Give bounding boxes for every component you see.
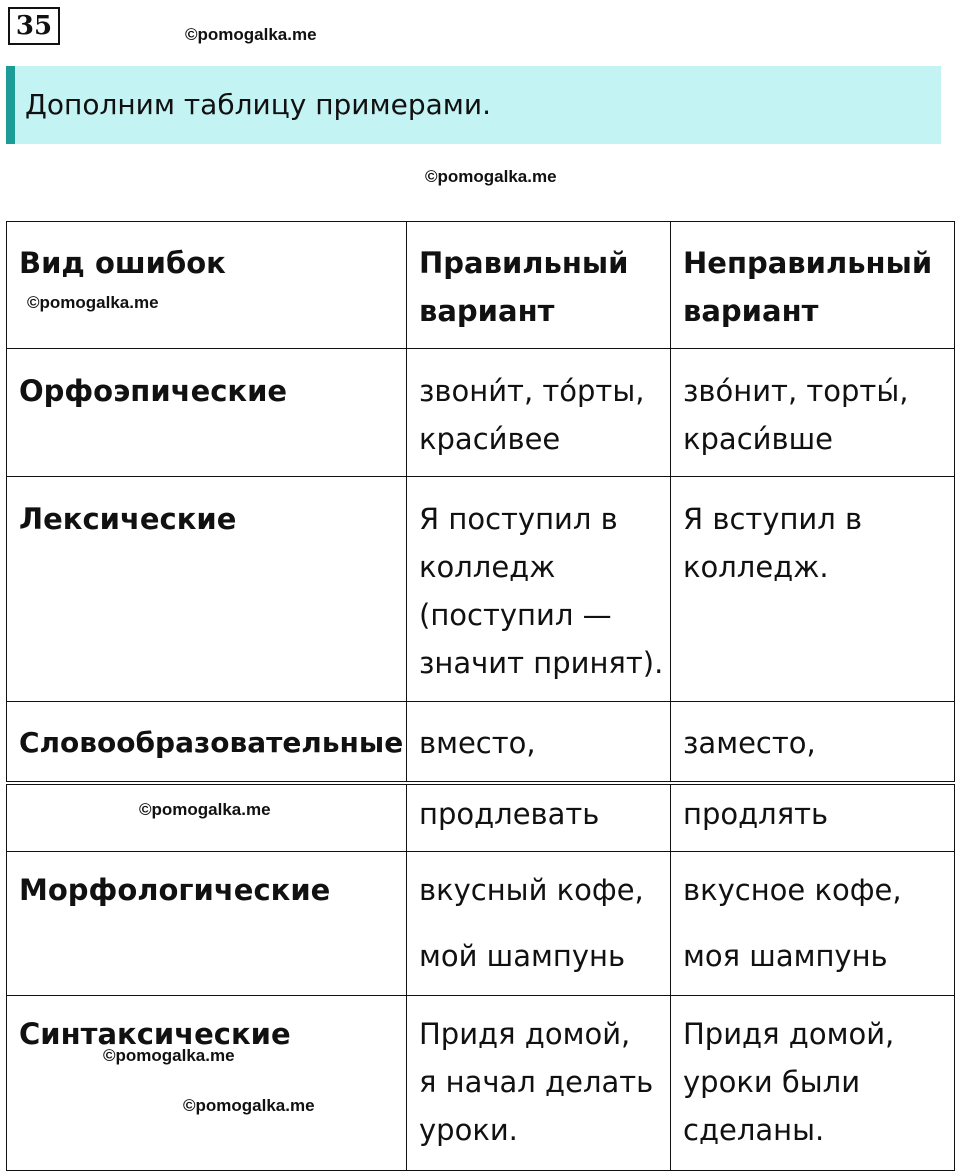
- type-cell: [7, 349, 407, 477]
- incorrect-cell: [671, 477, 955, 702]
- table-header-row: [7, 222, 955, 349]
- table-row: [7, 349, 955, 477]
- type-cell: [7, 785, 407, 852]
- error-type: Орфоэпические: [19, 374, 288, 408]
- table-row: [7, 852, 955, 996]
- watermark: ©pomogalka.me: [27, 293, 159, 312]
- correct-cell: [407, 852, 671, 996]
- incorrect-line: продлять: [683, 797, 829, 831]
- type-cell: [7, 702, 407, 782]
- header-correct-line1: Правильный: [419, 246, 629, 280]
- type-cell: [7, 477, 407, 702]
- incorrect-line: Я вступил в: [683, 502, 863, 536]
- table-row: [7, 785, 955, 852]
- correct-line: Я поступил в: [419, 502, 618, 536]
- correct-cell: [407, 477, 671, 702]
- watermark: ©pomogalka.me: [185, 25, 317, 44]
- correct-line: Придя домой,: [419, 1017, 631, 1051]
- type-cell: [7, 996, 407, 1171]
- header-type-cell: [7, 222, 407, 349]
- incorrect-line: уроки были: [683, 1065, 861, 1099]
- header-correct-cell: [407, 222, 671, 349]
- incorrect-line: вкусное кофе,: [683, 873, 902, 907]
- correct-cell: [407, 785, 671, 852]
- correct-line: звони́т, то́рты,: [419, 374, 645, 408]
- correct-line: вкусный кофе,: [419, 873, 644, 907]
- incorrect-line: моя шампунь: [683, 939, 888, 973]
- correct-line: значит принят).: [419, 646, 664, 680]
- correct-cell: [407, 996, 671, 1171]
- correct-line: краси́вее: [419, 422, 561, 456]
- error-types-table-bottom: [6, 784, 955, 1171]
- incorrect-line: Придя домой,: [683, 1017, 895, 1051]
- incorrect-cell: [671, 852, 955, 996]
- header-incorrect-line2: вариант: [683, 294, 819, 328]
- correct-line: уроки.: [419, 1113, 518, 1147]
- watermark: ©pomogalka.me: [139, 800, 271, 819]
- incorrect-line: краси́вше: [683, 422, 833, 456]
- correct-line: вместо,: [419, 726, 536, 760]
- correct-cell: [407, 702, 671, 782]
- incorrect-cell: [671, 996, 955, 1171]
- error-type: Морфологические: [19, 873, 331, 907]
- table-row: [7, 996, 955, 1171]
- table-row: [7, 702, 955, 782]
- incorrect-line: зво́нит, торты́,: [683, 374, 909, 408]
- correct-cell: [407, 349, 671, 477]
- correct-line: продлевать: [419, 797, 600, 831]
- error-type: Лексические: [19, 502, 237, 536]
- watermark: ©pomogalka.me: [425, 167, 557, 186]
- correct-line: я начал делать: [419, 1065, 654, 1099]
- instruction-banner: [6, 66, 941, 144]
- instruction-text: Дополним таблицу примерами.: [25, 88, 492, 121]
- incorrect-line: заместо,: [683, 726, 816, 760]
- error-types-table-top: [6, 221, 955, 782]
- header-incorrect-line1: Неправильный: [683, 246, 933, 280]
- watermark: ©pomogalka.me: [183, 1096, 315, 1115]
- incorrect-cell: [671, 349, 955, 477]
- error-type: Синтаксические: [19, 1017, 291, 1051]
- correct-line: мой шампунь: [419, 939, 626, 973]
- header-correct-line2: вариант: [419, 294, 555, 328]
- incorrect-cell: [671, 785, 955, 852]
- incorrect-cell: [671, 702, 955, 782]
- correct-line: (поступил —: [419, 598, 612, 632]
- table-row: [7, 477, 955, 702]
- header-type: Вид ошибок: [19, 246, 226, 280]
- header-incorrect-cell: [671, 222, 955, 349]
- watermark: ©pomogalka.me: [103, 1046, 235, 1065]
- incorrect-line: колледж.: [683, 550, 829, 584]
- correct-line: колледж: [419, 550, 556, 584]
- error-type: Словообразовательные: [19, 726, 404, 759]
- type-cell: [7, 852, 407, 996]
- incorrect-line: сделаны.: [683, 1113, 825, 1147]
- task-number: 35: [8, 7, 60, 45]
